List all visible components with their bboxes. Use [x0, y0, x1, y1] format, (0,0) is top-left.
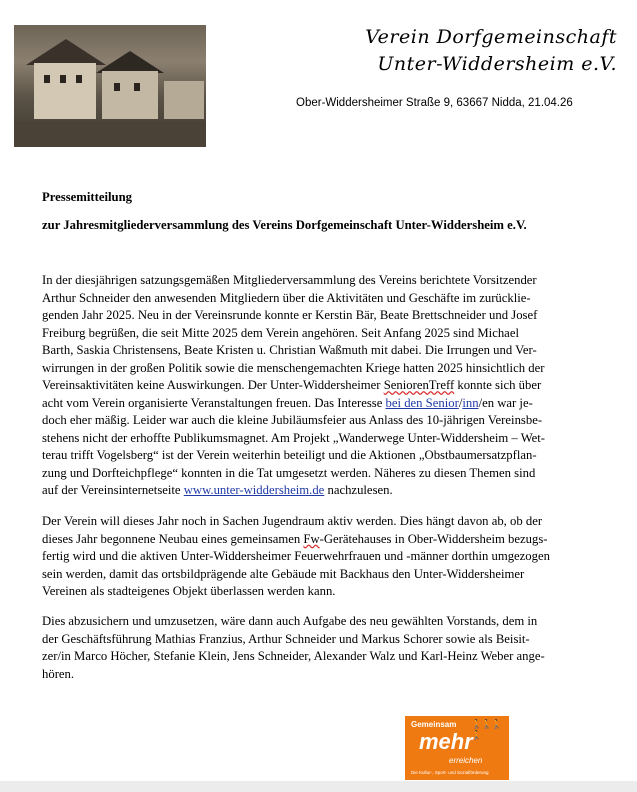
text-segment: auf der Vereinsinternetseite: [42, 483, 184, 497]
text-line: [42, 531, 607, 549]
people-icon: 🚶🚶🚶🚶: [471, 719, 502, 740]
text-line: hören.: [42, 666, 75, 681]
photo-house: [164, 81, 204, 119]
logo-tagline: Die Kultur-, Sport- und Sozialförderung: [411, 770, 489, 775]
text-line: Arthur Schneider den anwesenden Mitgliedern über die Aktivitäten und Geschäfte im zurücklie-: [42, 290, 531, 305]
document-subtitle: zur Jahresmitgliederversammlung des Vereins Dorfgemeinschaft Unter-Widdersheim e.V.: [42, 218, 527, 232]
text-line: [42, 395, 607, 413]
text-segment: dieses Jahr begonnene Neubau eines gemeinsamen: [42, 531, 304, 546]
text-segment: -Gerätehauses in Ober-Widdersheim bezugs-: [319, 531, 548, 546]
photo-roof: [96, 51, 164, 73]
gemeinsam-mehr-erreichen-logo: [405, 716, 509, 780]
photo-window: [60, 75, 66, 83]
page-bottom-edge: [0, 781, 637, 792]
spellcheck-word: Fw: [303, 531, 320, 546]
text-segment: Vereinsaktivitäten keine Auswirkungen. Der Unter-Widdersheimer: [42, 378, 384, 392]
header-photo: [14, 25, 206, 147]
text-line: Dies abzusichern und umzusetzen, wäre dann auch Aufgabe des neu gewählten Vorstands, dem in: [42, 614, 538, 628]
text-line: der Geschäftsführung Mathias Franzius, Arthur Schneider und Markus Schorer sowie als Beisit-: [42, 631, 530, 646]
text-line: fertig wird und die aktiven Unter-Widdersheimer Feuerwehrfrauen und -männer dorthin umgezogen: [42, 549, 550, 563]
spellcheck-word: SeniorenTreff: [383, 378, 455, 392]
text-line: stehens nicht der erhoffte Publikumsmagnet. Am Projekt „Wanderwege Unter-Widdersheim – Wet-: [42, 430, 546, 445]
underlined-text: bei den Senior: [385, 395, 459, 410]
org-line-2: Unter-Widdersheim e.V.: [377, 53, 617, 75]
photo-house: [102, 71, 158, 119]
text-line: zung und Dorfteichpflege“ konnten in die Tat umgesetzt werden. Näheres zu diesen Themen sind: [42, 465, 536, 480]
website-link[interactable]: www.unter-widdersheim.de: [183, 483, 325, 497]
text-line: doch eher mäßig. Leider war auch die kleine Jubiläumsfeier aus Anlass des 10-jährigen Vereinsbe-: [42, 413, 543, 427]
text-line: genden Jahr 2025. Neu in der Vereinsrunde konnte er Kerstin Bär, Beate Brettschneider und Josef: [42, 308, 538, 322]
text-segment: konnte sich über: [454, 378, 542, 392]
logo-sub-text: erreichen: [449, 756, 483, 765]
text-line: wirrungen in der großen Politik sowie die menschengemachten Kriege hatten 2025 hinsichtlich der: [42, 360, 545, 375]
text-line: sein werden, damit das ortsbildprägende alte Gebäude mit Backhaus den Unter-Widdersheimer: [42, 566, 525, 581]
address-date: Ober-Widdersheimer Straße 9, 63667 Nidda, 21.04.26: [296, 97, 573, 109]
photo-house: [34, 63, 96, 119]
org-line-1: Verein Dorfgemeinschaft: [365, 26, 617, 48]
text-segment: nachzulesen.: [324, 483, 393, 497]
text-line: Vereinen als stadteigenes Objekt überlassen werden kann.: [42, 584, 336, 598]
text-line: [42, 377, 607, 395]
text-line: In der diesjährigen satzungsgemäßen Mitgliederversammlung des Vereins berichtete Vorsitzender: [42, 273, 537, 287]
text-segment: /en war je-: [478, 395, 533, 410]
text-line: Der Verein will dieses Jahr noch in Sachen Jugendraum aktiv werden. Dies hängt davon ab, ob der: [42, 514, 543, 528]
text-segment: acht vom Verein organisierte Veranstaltungen freuen. Das Interesse: [42, 395, 386, 410]
photo-window: [76, 75, 82, 83]
text-line: [42, 482, 607, 500]
text-line: terau trifft Vogelsberg“ ist der Verein weiterhin beteiligt und die Aktionen „Obstbaumersatzpflan-: [42, 448, 537, 462]
logo-top-text: Gemeinsam: [411, 720, 457, 729]
photo-ground: [14, 121, 206, 147]
photo-roof: [26, 39, 106, 65]
text-segment: /: [458, 395, 463, 410]
photo-window: [134, 83, 140, 91]
text-line: Barth, Saskia Christensens, Beate Kristen u. Christian Waßmuth mit dabei. Die Irrungen und Ver-: [42, 343, 537, 357]
underlined-text: inn: [462, 395, 479, 410]
text-line: Freiburg begrüßen, die seit Mitte 2025 dem Verein angehören. Seit Anfang 2025 sind Michael: [42, 325, 519, 340]
text-line: zer/in Marco Höcher, Stefanie Klein, Jens Schneider, Alexander Walz und Karl-Heinz Weber ange-: [42, 649, 545, 663]
paragraph-2: [42, 513, 607, 601]
paragraph-1: [42, 272, 607, 500]
organization-name: [365, 24, 617, 78]
photo-window: [114, 83, 120, 91]
paragraph-3: [42, 613, 607, 683]
photo-window: [44, 75, 50, 83]
logo-main-text: mehr: [419, 729, 473, 754]
document-title: Pressemitteilung: [42, 190, 132, 204]
